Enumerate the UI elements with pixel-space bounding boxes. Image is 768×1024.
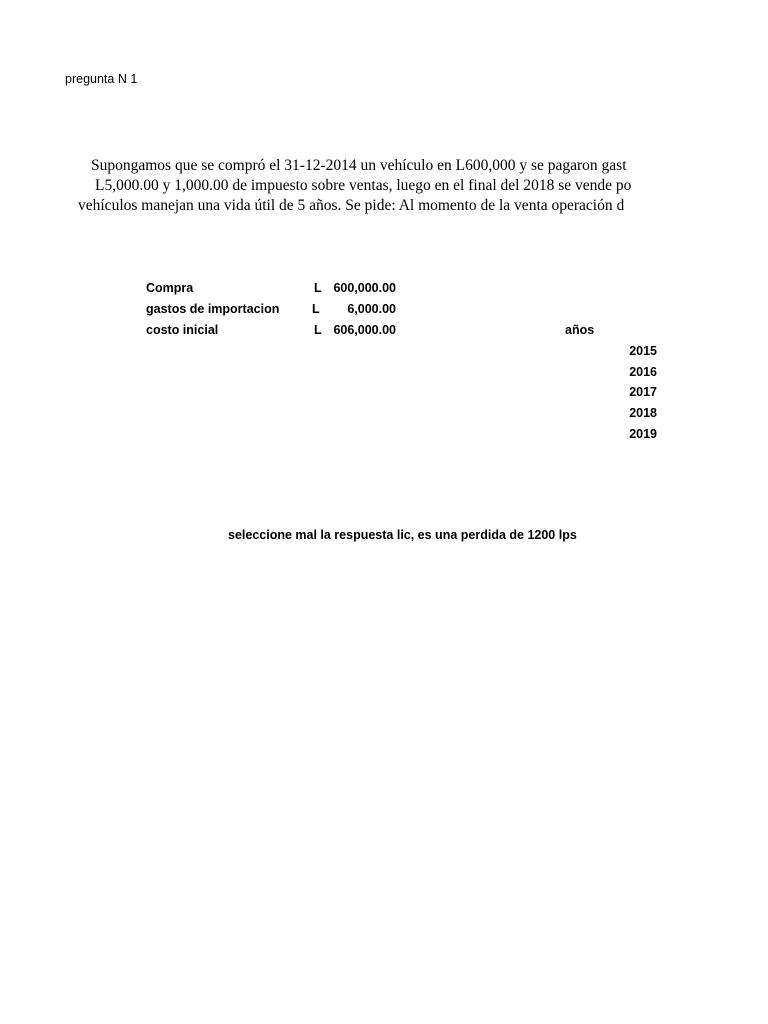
cost-amount-costo-inicial: 606,000.00: [333, 323, 396, 337]
year-cell: 2017: [629, 385, 657, 399]
cost-amount-gastos: 6,000.00: [347, 302, 396, 316]
year-cell: 2016: [629, 365, 657, 379]
question-heading: pregunta N 1: [65, 72, 138, 86]
teacher-note: seleccione mal la respuesta lic, es una perdida de 1200 lps: [228, 528, 577, 542]
year-cell: 2019: [629, 427, 657, 441]
problem-line-text: Supongamos que se compró el 31-12-2014 un vehículo en L600,000 y se pagaron gast: [91, 157, 627, 174]
cost-label-costo-inicial: costo inicial: [146, 323, 219, 337]
problem-line-text: L5,000.00 y 1,000.00 de impuesto sobre ventas, luego en el final del 2018 se vende po: [95, 177, 632, 194]
years-header: años: [565, 323, 595, 337]
cost-amount-compra: 600,000.00: [333, 281, 396, 295]
cost-label-compra: Compra: [146, 281, 194, 295]
cost-currency: L: [312, 302, 320, 316]
cost-currency: L: [314, 323, 322, 337]
problem-line: [0, 196, 658, 216]
problem-line-text: vehículos manejan una vida útil de 5 años. Se pide: Al momento de la venta operación d: [78, 197, 625, 214]
year-cell: 2015: [629, 344, 657, 358]
cost-label-gastos: gastos de importacion: [146, 302, 280, 316]
problem-line: [0, 156, 658, 176]
problem-line: [0, 176, 658, 196]
problem-statement: [0, 156, 658, 216]
cost-currency: L: [314, 281, 322, 295]
year-cell: 2018: [629, 406, 657, 420]
